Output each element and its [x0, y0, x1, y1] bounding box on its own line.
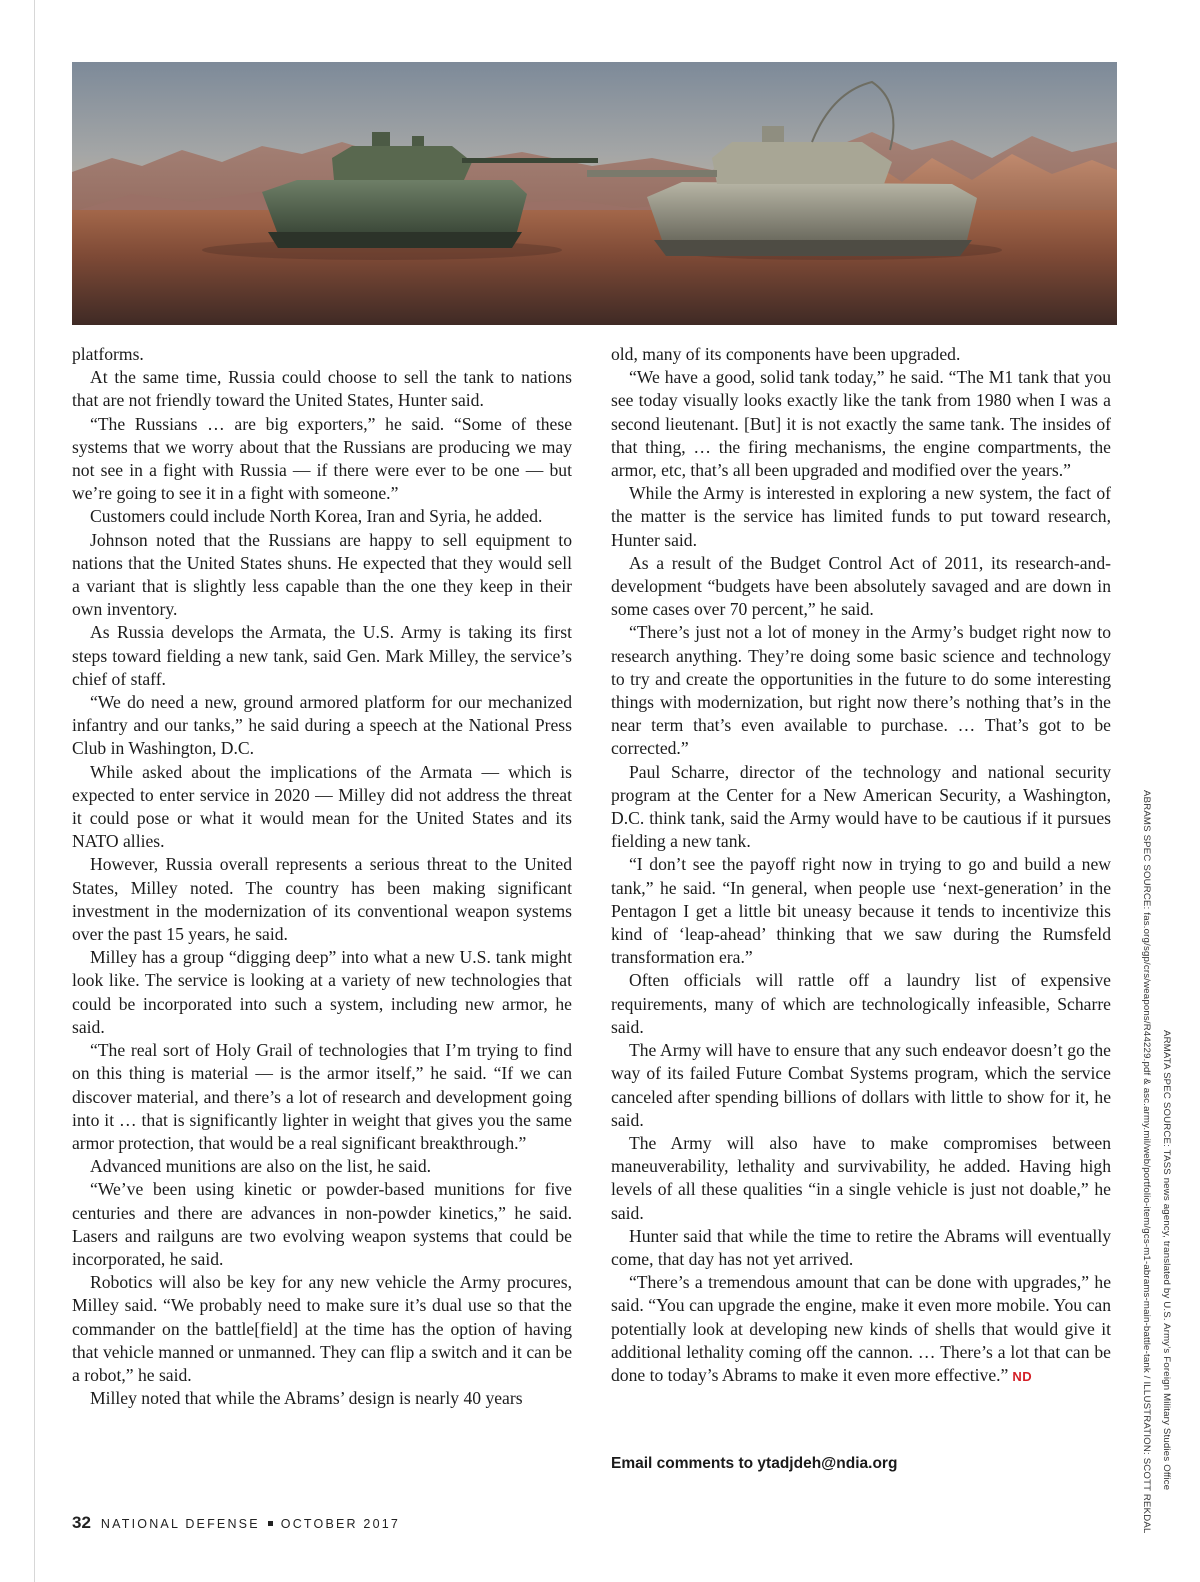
armata-spec-credit: ARMATA SPEC SOURCE: TASS news agency, translated by U.S. Army’s Foreign Military Studies Office [1161, 1030, 1172, 1491]
issue-date: OCTOBER 2017 [280, 1517, 401, 1531]
paragraph: As a result of the Budget Control Act of 2011, its research-and-development “budgets have been absolutely savaged and are down in some cases over 70 percent,” he said. [611, 552, 1111, 620]
paragraph: Milley has a group “digging deep” into what a new U.S. tank might look like. The service is looking at a variety of new technologies that could be incorporated into such a system, including new armor, he said. [72, 947, 572, 1037]
paragraph: While the Army is interested in exploring a new system, the fact of the matter is the service has limited funds to put toward research, Hunter said. [611, 483, 1111, 550]
page-margin-rule [34, 0, 35, 1582]
paragraph: The Army will have to ensure that any such endeavor doesn’t go the way of its failed Future Combat Systems program, which the service canceled after spending billions of dollars with little to show for it, he said. [611, 1040, 1111, 1130]
paragraph: “There’s just not a lot of money in the Army’s budget right now to research anything. They’re doing some basic science and technology to try and create the opportunities in the future to do some interesting things with modernization, but right now there’s nothing that’s in the near term that’s even available to purchase. … That’s got to be corrected.” [611, 622, 1111, 759]
paragraph: While asked about the implications of the Armata — which is expected to enter service in 2020 — Milley did not address the threat it could pose or what it would mean for the United States and its NATO allies. [72, 761, 572, 852]
paragraph: Robotics will also be key for any new vehicle the Army procures, Milley said. “We probably need to make sure it’s dual use so that the commander on the battle[field] at the time has the option of having that vehicle manned or unmanned. They can flip a switch and it can be a robot,” he said. [72, 1272, 572, 1385]
end-mark: ND [1012, 1368, 1033, 1384]
email-comments-line: Email comments to ytadjdeh@ndia.org [611, 1455, 898, 1472]
paragraph: “There’s a tremendous amount that can be done with upgrades,” he said. “You can upgrade the engine, make it even more mobile. You can potentially look at developing new kinds of shells that would give it additional lethality coming off the cannon. … There’s a lot that can be done to today’s Abrams to make it even more effective.” ND [611, 1272, 1111, 1385]
paragraph: Johnson noted that the Russians are happy to sell equipment to nations that the United States shuns. He expected that they would sell a variant that is slightly less capable than the one they keep in their own inventory. [72, 529, 572, 620]
paragraph: The Army will also have to make compromises between maneuverability, lethality and survivability, he added. Having high levels of all these qualities “in a single vehicle is just not doable,” he said. [611, 1132, 1111, 1223]
paragraph: Customers could include North Korea, Iran and Syria, he added. [90, 506, 543, 527]
paragraph: Hunter said that while the time to retire the Abrams will eventually come, that day has not yet arrived. [611, 1225, 1111, 1269]
paragraph: Milley noted that while the Abrams’ design is nearly 40 years [90, 1388, 523, 1409]
paragraph: “The real sort of Holy Grail of technologies that I’m trying to find on this thing is material — is the armor itself,” he said. “If we can discover material, and there’s a lot of research and development going into it … that is significantly lighter in weight that gives you the same armor protection, that would be a real significant breakthrough.” [72, 1040, 572, 1153]
paragraph: “The Russians … are big exporters,” he said. “Some of these systems that we worry about that the Russians are producing we may not see in a fight with Russia — if there were ever to be one — but we’re going to see it in a fight with someone.” [72, 413, 572, 504]
paragraph: old, many of its components have been upgraded. [611, 344, 961, 364]
paragraph: Often officials will rattle off a laundry list of expensive requirements, many of which are technologically infeasible, Scharre said. [611, 970, 1111, 1037]
paragraph: “We have a good, solid tank today,” he said. “The M1 tank that you see today visually looks exactly like the tank from 1980 when I was a second lieutenant. [But] it is not exactly the same tank. The insides of that thing, … the firing mechanisms, the engine compartments, the armor, etc, that’s all been upgraded and modified over the years.” [611, 367, 1111, 481]
paragraph: However, Russia overall represents a serious threat to the United States, Milley noted. The country has been making significant investment in the modernization of its conventional weapon systems over the past 15 years, he said. [72, 854, 572, 945]
page-number: 32 [72, 1513, 91, 1532]
paragraph: “We do need a new, ground armored platform for our mechanized infantry and our tanks,” he said during a speech at the National Press Club in Washington, D.C. [72, 692, 572, 759]
paragraph: At the same time, Russia could choose to sell the tank to nations that are not friendly toward the United States, Hunter said. [72, 367, 572, 411]
article-column-left [72, 343, 572, 1410]
paragraph: platforms. [72, 344, 144, 364]
publication-name: NATIONAL DEFENSE [100, 1517, 260, 1531]
page-footer [72, 1513, 400, 1533]
footer-separator [268, 1521, 273, 1526]
paragraph: “We’ve been using kinetic or powder-based munitions for five centuries and there are advances in non-powder kinetics,” he said. Lasers and railguns are two evolving weapon systems that could be incorporated, he said. [72, 1179, 572, 1269]
tank-illustration [72, 62, 1117, 325]
paragraph: As Russia develops the Armata, the U.S. Army is taking its first steps toward fielding a new tank, said Gen. Mark Milley, the service’s chief of staff. [72, 622, 572, 689]
abrams-spec-credit: ABRAMS SPEC SOURCE: fas.org/sgp/crs/weapons/R44229.pdf & asc.army.mil/web/portfolio-item/gcs-m1-abrams-main-battle-tank / ILLUSTRATION: SCOTT REKDAL [1141, 790, 1152, 1534]
article-column-right [611, 343, 1111, 1388]
paragraph: Paul Scharre, director of the technology and national security program at the Center for a New American Security, a Washington, D.C. think tank, said the Army would have to be cautious if it pursues fielding a new tank. [611, 761, 1111, 852]
paragraph: Advanced munitions are also on the list, he said. [90, 1156, 432, 1177]
paragraph: “I don’t see the payoff right now in trying to go and build a new tank,” he said. “In general, when people use ‘next-generation’ in the Pentagon I get a little bit uneasy because it tends to incentivize this kind of ‘leap-ahead’ thinking that we saw during the Rumsfeld transformation era.” [611, 854, 1111, 968]
